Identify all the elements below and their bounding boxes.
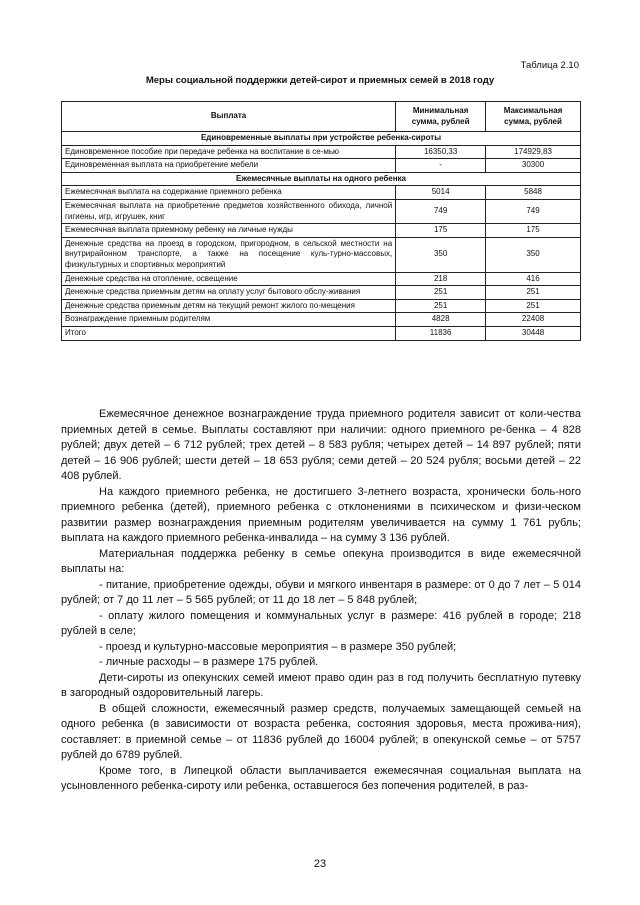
- row-label: Ежемесячная выплата приемному ребенку на личные нужды: [62, 224, 396, 238]
- row-label: Денежные средства на отопление, освещение: [62, 272, 396, 286]
- table-row: [62, 326, 581, 340]
- row-label: Денежные средства на проезд в городском, пригородном, в сельской местности на внутрирайонном транспорте, а также на посещение куль-турно-массовых, физкультурных и спортивных мероприятий: [62, 237, 396, 272]
- table-row: [62, 286, 581, 300]
- header-payment: Выплата: [62, 102, 396, 132]
- header-min-amount: Минимальная сумма, рублей: [396, 102, 486, 132]
- table-row: [62, 313, 581, 327]
- min-amount: 251: [396, 286, 486, 300]
- table-row: [62, 272, 581, 286]
- row-label: Итого: [62, 326, 396, 340]
- table-row: [62, 237, 581, 272]
- table-title: Меры социальной поддержки детей-сирот и приемных семей в 2018 году: [145, 75, 495, 86]
- table-row: [62, 299, 581, 313]
- page-number: 23: [313, 858, 327, 870]
- table-row: [62, 224, 581, 238]
- table-body: [62, 132, 581, 341]
- paragraph: Материальная поддержка ребенку в семье опекуна производится в виде ежемесячной выплаты на:: [61, 547, 581, 575]
- row-label: Денежные средства приемным детям на текущий ремонт жилого по-мещения: [62, 299, 396, 313]
- row-label: Денежные средства приемным детям на оплату услуг бытового обслу-живания: [62, 286, 396, 300]
- min-amount: 175: [396, 224, 486, 238]
- table-row: [62, 145, 581, 159]
- paragraph: - проезд и культурно-массовые мероприятия – в размере 350 рублей;: [99, 640, 457, 653]
- paragraph: В общей сложности, ежемесячный размер средств, получаемых замещающей семьей на одного ребенка (в зависимости от возраста ребенка, состояния здоровья, места прожива-ния), составляет: в приемной семье – от 11836 рублей до 16004 рублей; в опекунской семье – от 5757 рублей до 6789 рублей.: [61, 702, 581, 761]
- section-label: Единовременные выплаты при устройстве ребенка-сироты: [62, 132, 581, 146]
- row-label: Единовременная выплата на приобретение мебели: [62, 159, 396, 173]
- max-amount: 251: [486, 286, 581, 300]
- max-amount: 175: [486, 224, 581, 238]
- row-label: Ежемесячная выплата на приобретение предметов хозяйственного обихода, личной гигиены, игр, игрушек, книг: [62, 199, 396, 223]
- max-amount: 30300: [486, 159, 581, 173]
- table-row: [62, 199, 581, 223]
- max-amount: 5848: [486, 186, 581, 200]
- max-amount: 30448: [486, 326, 581, 340]
- min-amount: -: [396, 159, 486, 173]
- min-amount: 251: [396, 299, 486, 313]
- max-amount: 749: [486, 199, 581, 223]
- table-section-row: [62, 172, 581, 186]
- max-amount: 350: [486, 237, 581, 272]
- paragraph: - личные расходы – в размере 175 рублей.: [99, 656, 319, 668]
- min-amount: 350: [396, 237, 486, 272]
- max-amount: 251: [486, 299, 581, 313]
- paragraph: Ежемесячное денежное вознаграждение труда приемного родителя зависит от коли-чества приемных детей в семье. Выплаты составляют при наличии: одного приемного ре-бенка – 4 828 рублей; двух детей – 6 712 рублей; трех детей – 8 583 рубля; четырех детей – 14 897 рублей; пяти детей – 16 906 рублей; шести детей – 18 653 рубля; семи детей – 20 524 рубля; восьми детей – 22 408 рублей.: [61, 408, 581, 482]
- max-amount: 22408: [486, 313, 581, 327]
- table-number: Таблица 2.10: [520, 60, 579, 71]
- table-row: [62, 159, 581, 173]
- min-amount: 4828: [396, 313, 486, 327]
- paragraph: - оплату жилого помещения и коммунальных услуг в размере: 416 рублей в городе; 218 рублей в селе;: [61, 609, 581, 637]
- body-text: [61, 407, 581, 795]
- paragraph: На каждого приемного ребенка, не достигшего 3-летнего возраста, хронически боль-ного приемного ребенка (детей), приемного ребенка с отклонениями в психическом и физи-ческом развитии размер вознаграждения приемным родителям увеличивается на сумму 1 761 рубль; выплата на каждого приемного ребенка-инвалида – на сумму 3 136 рублей.: [61, 485, 581, 544]
- benefits-table: [61, 101, 581, 341]
- row-label: Ежемесячная выплата на содержание приемного ребенка: [62, 186, 396, 200]
- table-section-row: [62, 132, 581, 146]
- min-amount: 16350,33: [396, 145, 486, 159]
- table-row: [62, 186, 581, 200]
- max-amount: 416: [486, 272, 581, 286]
- max-amount: 174929,83: [486, 145, 581, 159]
- min-amount: 5014: [396, 186, 486, 200]
- row-label: Вознаграждение приемным родителям: [62, 313, 396, 327]
- section-label: Ежемесячные выплаты на одного ребенка: [62, 172, 581, 186]
- header-max-amount: Максимальная сумма, рублей: [486, 102, 581, 132]
- table-header-row: [62, 102, 581, 132]
- paragraph: Кроме того, в Липецкой области выплачивается ежемесячная социальная выплата на усыновленного ребенка-сироту или ребенка, оставшегося без попечения родителей, в раз-: [61, 764, 581, 792]
- min-amount: 749: [396, 199, 486, 223]
- min-amount: 11836: [396, 326, 486, 340]
- paragraph: Дети-сироты из опекунских семей имеют право один раз в год получить бесплатную путевку в загородный оздоровительный лагерь.: [61, 671, 581, 699]
- row-label: Единовременное пособие при передаче ребенка на воспитание в се-мью: [62, 145, 396, 159]
- paragraph: - питание, приобретение одежды, обуви и мягкого инвентаря в размере: от 0 до 7 лет – 5 014 рублей; от 7 до 11 лет – 5 565 рублей; от 11 до 18 лет – 5 848 рублей;: [61, 578, 581, 606]
- min-amount: 218: [396, 272, 486, 286]
